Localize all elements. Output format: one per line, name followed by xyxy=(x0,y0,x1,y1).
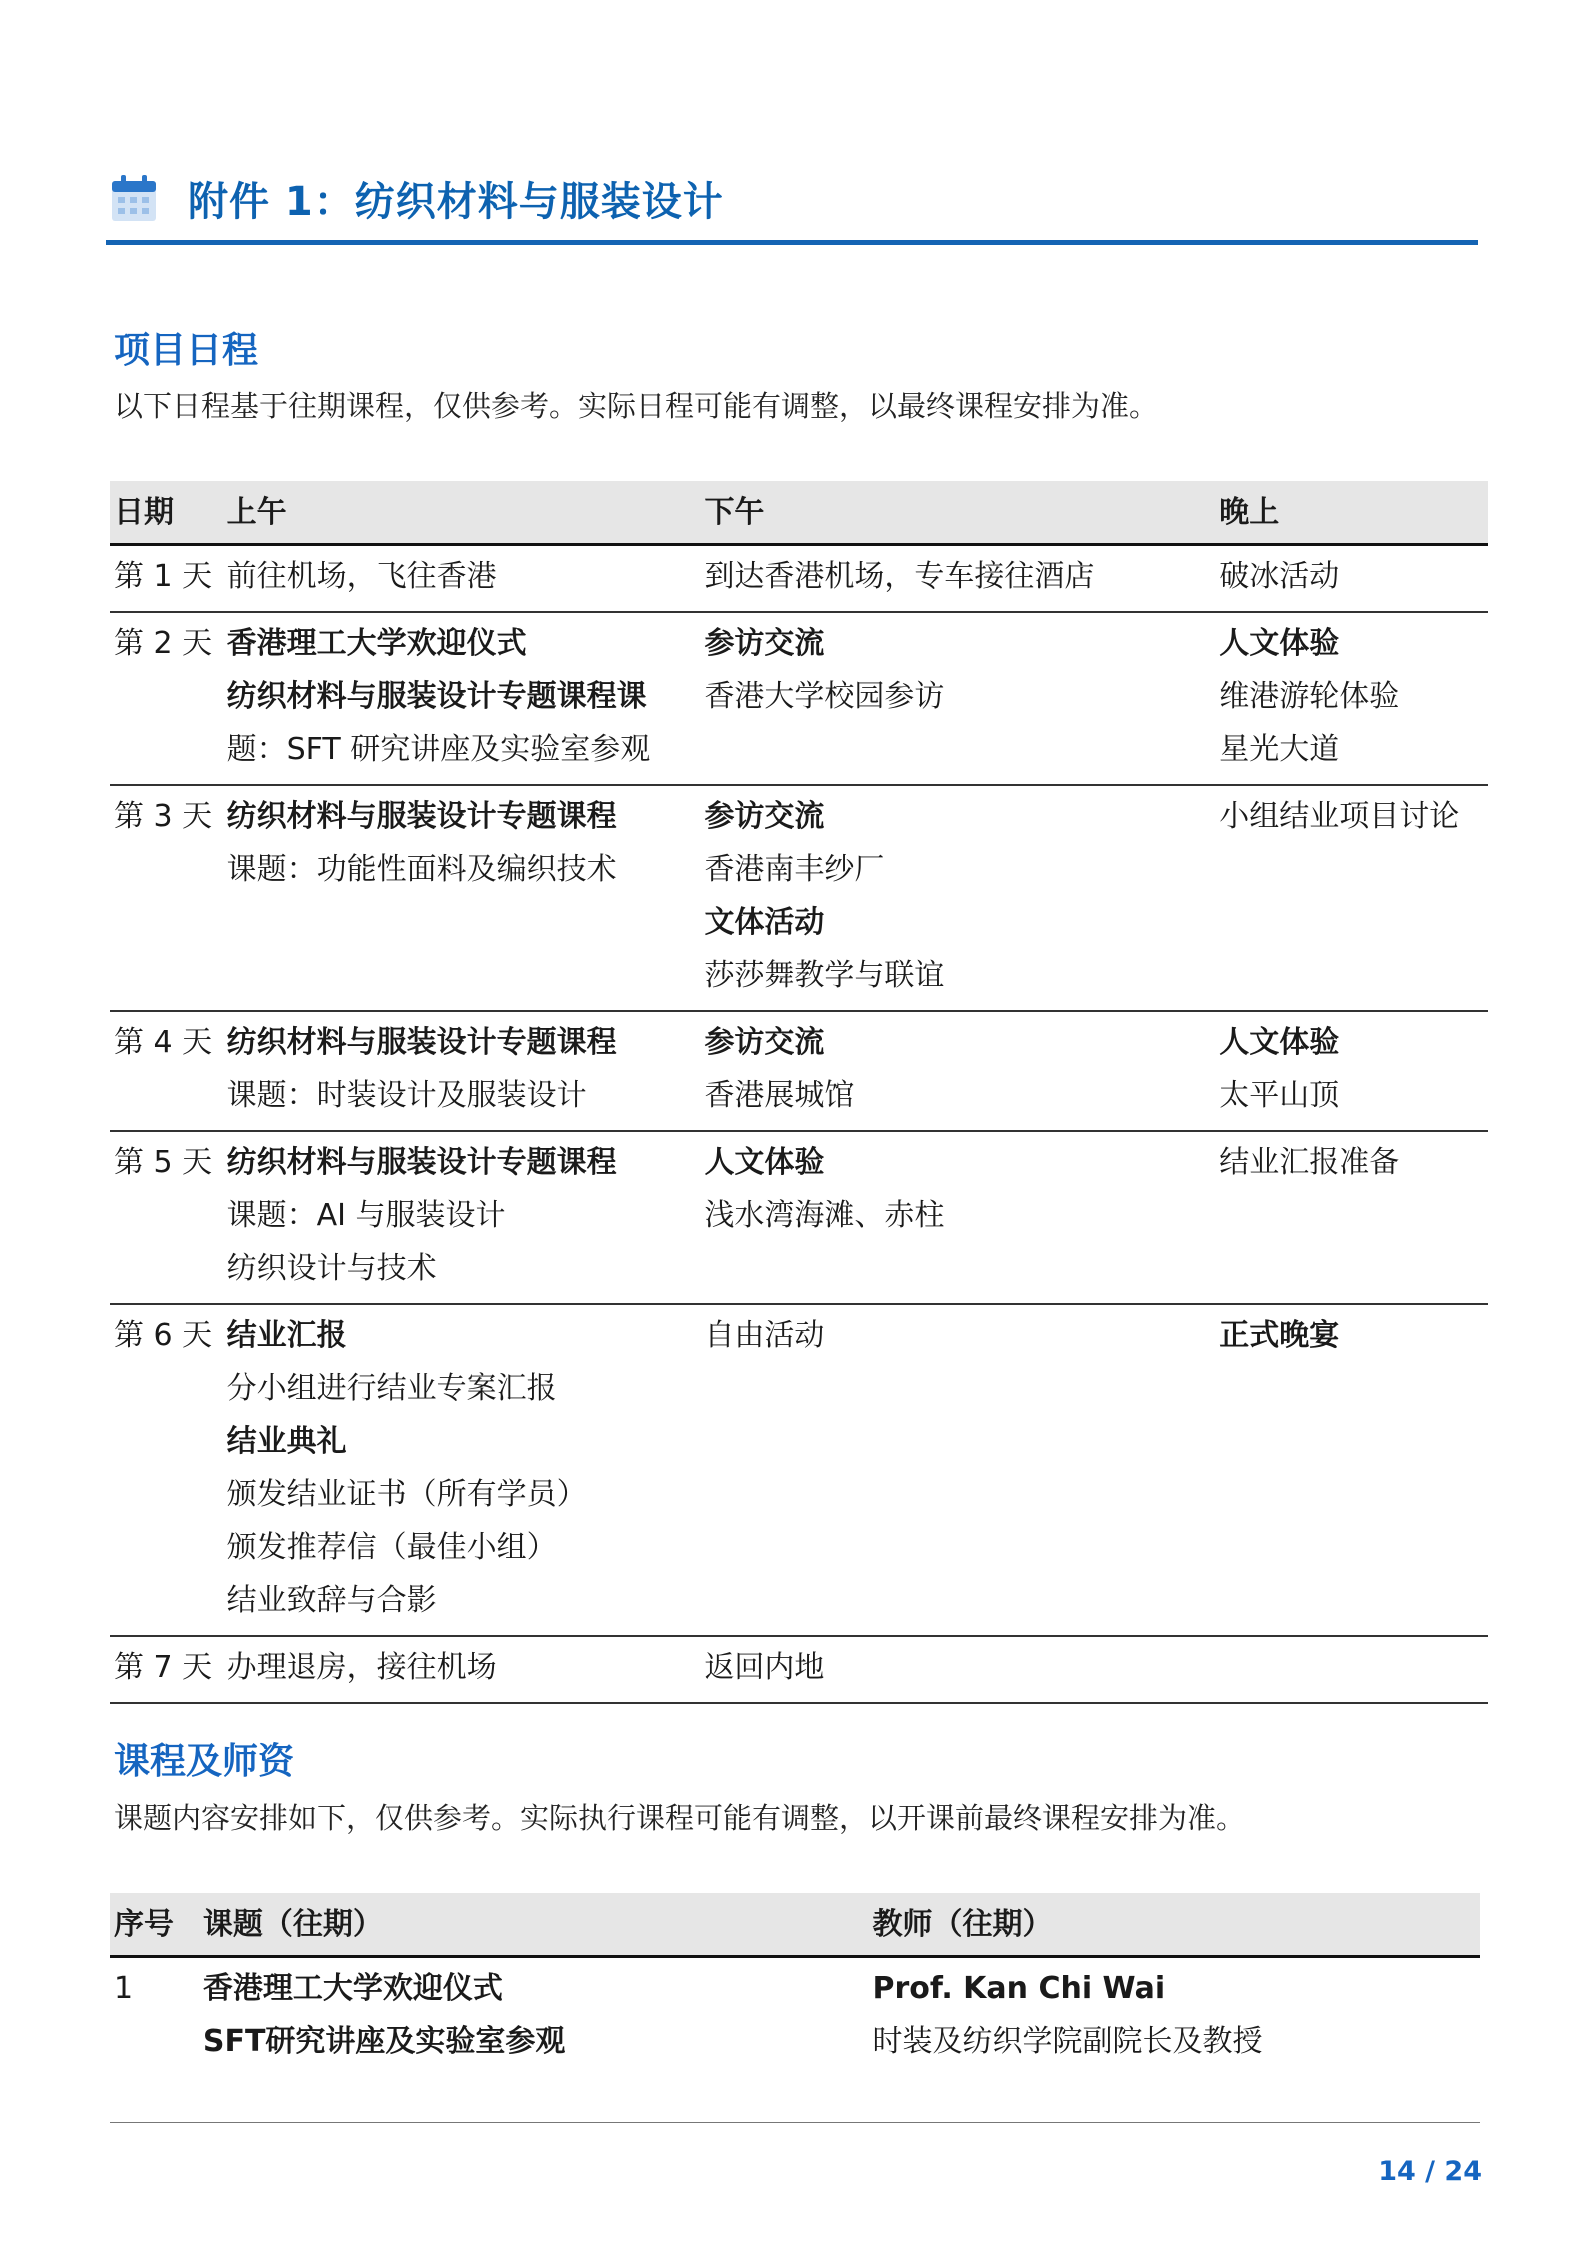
schedule-day: 第 6 天 xyxy=(114,1318,213,1353)
header-number: 序号 xyxy=(110,1893,199,1957)
course-teacher-line: Prof. Kan Chi Wai xyxy=(872,1971,1166,2006)
schedule-section-note: 以下日程基于往期课程，仅供参考。实际日程可能有调整，以最终课程安排为准。 xyxy=(114,389,1159,423)
schedule-morning-line: 纺织材料与服装设计专题课程 xyxy=(226,1025,617,1060)
schedule-morning-line: 前往机场，飞往香港 xyxy=(226,559,497,594)
schedule-afternoon xyxy=(700,1011,1215,1131)
schedule-evening xyxy=(1215,612,1488,785)
footer-divider xyxy=(110,2122,1480,2123)
schedule-row xyxy=(110,1011,1488,1131)
header-divider xyxy=(106,240,1478,245)
course-topic-line: SFT研究讲座及实验室参观 xyxy=(202,2024,566,2059)
schedule-morning-line: 结业致辞与合影 xyxy=(226,1583,437,1618)
course-topic xyxy=(199,1957,869,2077)
schedule-morning xyxy=(223,545,701,613)
schedule-evening-line: 小组结业项目讨论 xyxy=(1219,799,1460,834)
schedule-afternoon xyxy=(700,1131,1215,1304)
schedule-evening-line: 正式晚宴 xyxy=(1219,1318,1340,1353)
course-number: 1 xyxy=(114,1971,134,2006)
schedule-day: 第 3 天 xyxy=(114,799,213,834)
schedule-afternoon-line: 文体活动 xyxy=(704,905,825,940)
schedule-afternoon-line: 到达香港机场，专车接往酒店 xyxy=(704,559,1095,594)
schedule-evening xyxy=(1215,785,1488,1011)
schedule-morning-line: 香港理工大学欢迎仪式 xyxy=(226,626,527,661)
course-teacher xyxy=(869,1957,1480,2077)
schedule-section-title: 项目日程 xyxy=(114,330,259,371)
schedule-header-row xyxy=(110,481,1488,545)
header-morning: 上午 xyxy=(223,481,701,545)
course-topic-line: 香港理工大学欢迎仪式 xyxy=(202,1971,503,2006)
schedule-afternoon-line: 参访交流 xyxy=(704,626,825,661)
schedule-day: 第 5 天 xyxy=(114,1145,213,1180)
schedule-morning xyxy=(223,1131,701,1304)
schedule-morning-line: 结业典礼 xyxy=(226,1424,347,1459)
schedule-morning-line: 办理退房，接往机场 xyxy=(226,1650,497,1685)
schedule-afternoon xyxy=(700,1636,1215,1703)
schedule-morning-line: 纺织材料与服装设计专题课程 xyxy=(226,1145,617,1180)
schedule-morning-line: 分小组进行结业专案汇报 xyxy=(226,1371,557,1406)
schedule-morning-line: 纺织设计与技术 xyxy=(226,1251,437,1286)
schedule-evening xyxy=(1215,1636,1488,1703)
schedule-afternoon-line: 莎莎舞教学与联谊 xyxy=(704,958,945,993)
schedule-afternoon-line: 自由活动 xyxy=(704,1318,825,1353)
schedule-morning xyxy=(223,612,701,785)
schedule-row xyxy=(110,612,1488,785)
schedule-morning xyxy=(223,1011,701,1131)
schedule-evening xyxy=(1215,1011,1488,1131)
schedule-afternoon-line: 参访交流 xyxy=(704,1025,825,1060)
schedule-morning-line: 结业汇报 xyxy=(226,1318,347,1353)
courses-header-row xyxy=(110,1893,1480,1957)
schedule-morning-line: 题：SFT 研究讲座及实验室参观 xyxy=(226,732,651,767)
schedule-morning-line: 颁发结业证书（所有学员） xyxy=(226,1477,587,1512)
schedule-evening xyxy=(1215,545,1488,613)
header-afternoon: 下午 xyxy=(700,481,1215,545)
schedule-evening xyxy=(1215,1304,1488,1636)
schedule-afternoon-line: 人文体验 xyxy=(704,1145,825,1180)
schedule-morning xyxy=(223,1636,701,1703)
schedule-afternoon-line: 香港展城馆 xyxy=(704,1078,855,1113)
schedule-evening-line: 人文体验 xyxy=(1219,626,1340,661)
schedule-morning-line: 纺织材料与服装设计专题课程课 xyxy=(226,679,647,714)
course-row xyxy=(110,1957,1480,2077)
schedule-row xyxy=(110,1636,1488,1703)
schedule-morning-line: 课题：功能性面料及编织技术 xyxy=(226,852,617,887)
header-day: 日期 xyxy=(110,481,223,545)
schedule-afternoon xyxy=(700,612,1215,785)
schedule-row xyxy=(110,785,1488,1011)
header-evening: 晚上 xyxy=(1215,481,1488,545)
schedule-evening-line: 星光大道 xyxy=(1219,732,1340,767)
schedule-evening-line: 太平山顶 xyxy=(1219,1078,1340,1113)
courses-table xyxy=(110,1893,1480,2076)
schedule-day: 第 2 天 xyxy=(114,626,213,661)
schedule-morning xyxy=(223,785,701,1011)
schedule-afternoon-line: 返回内地 xyxy=(704,1650,825,1685)
schedule-afternoon xyxy=(700,785,1215,1011)
schedule-evening-line: 人文体验 xyxy=(1219,1025,1340,1060)
schedule-afternoon-line: 浅水湾海滩、赤柱 xyxy=(704,1198,945,1233)
schedule-afternoon-line: 香港大学校园参访 xyxy=(704,679,945,714)
schedule-evening-line: 破冰活动 xyxy=(1219,559,1340,594)
schedule-day: 第 4 天 xyxy=(114,1025,213,1060)
schedule-row xyxy=(110,1304,1488,1636)
schedule-afternoon-line: 香港南丰纱厂 xyxy=(704,852,885,887)
schedule-day: 第 1 天 xyxy=(114,559,213,594)
schedule-afternoon xyxy=(700,1304,1215,1636)
schedule-day: 第 7 天 xyxy=(114,1650,213,1685)
schedule-morning-line: 课题：时装设计及服装设计 xyxy=(226,1078,587,1113)
page-title: 附件 1：纺织材料与服装设计 xyxy=(188,178,724,225)
schedule-morning-line: 纺织材料与服装设计专题课程 xyxy=(226,799,617,834)
schedule-morning-line: 课题：AI 与服装设计 xyxy=(226,1198,506,1233)
schedule-evening-line: 维港游轮体验 xyxy=(1219,679,1400,714)
calendar-icon xyxy=(110,173,158,223)
schedule-table xyxy=(110,481,1488,1704)
schedule-row xyxy=(110,545,1488,613)
schedule-afternoon-line: 参访交流 xyxy=(704,799,825,834)
schedule-morning-line: 颁发推荐信（最佳小组） xyxy=(226,1530,557,1565)
header-teacher: 教师（往期） xyxy=(869,1893,1480,1957)
page-number: 14 / 24 xyxy=(1378,2156,1482,2187)
header-topic: 课题（往期） xyxy=(199,1893,869,1957)
page-header xyxy=(110,168,724,228)
schedule-row xyxy=(110,1131,1488,1304)
courses-section-note: 课题内容安排如下，仅供参考。实际执行课程可能有调整，以开课前最终课程安排为准。 xyxy=(114,1801,1246,1835)
schedule-morning xyxy=(223,1304,701,1636)
schedule-evening xyxy=(1215,1131,1488,1304)
schedule-afternoon xyxy=(700,545,1215,613)
course-teacher-line: 时装及纺织学院副院长及教授 xyxy=(872,2024,1263,2059)
schedule-evening-line: 结业汇报准备 xyxy=(1219,1145,1400,1180)
courses-section-title: 课程及师资 xyxy=(114,1741,295,1782)
